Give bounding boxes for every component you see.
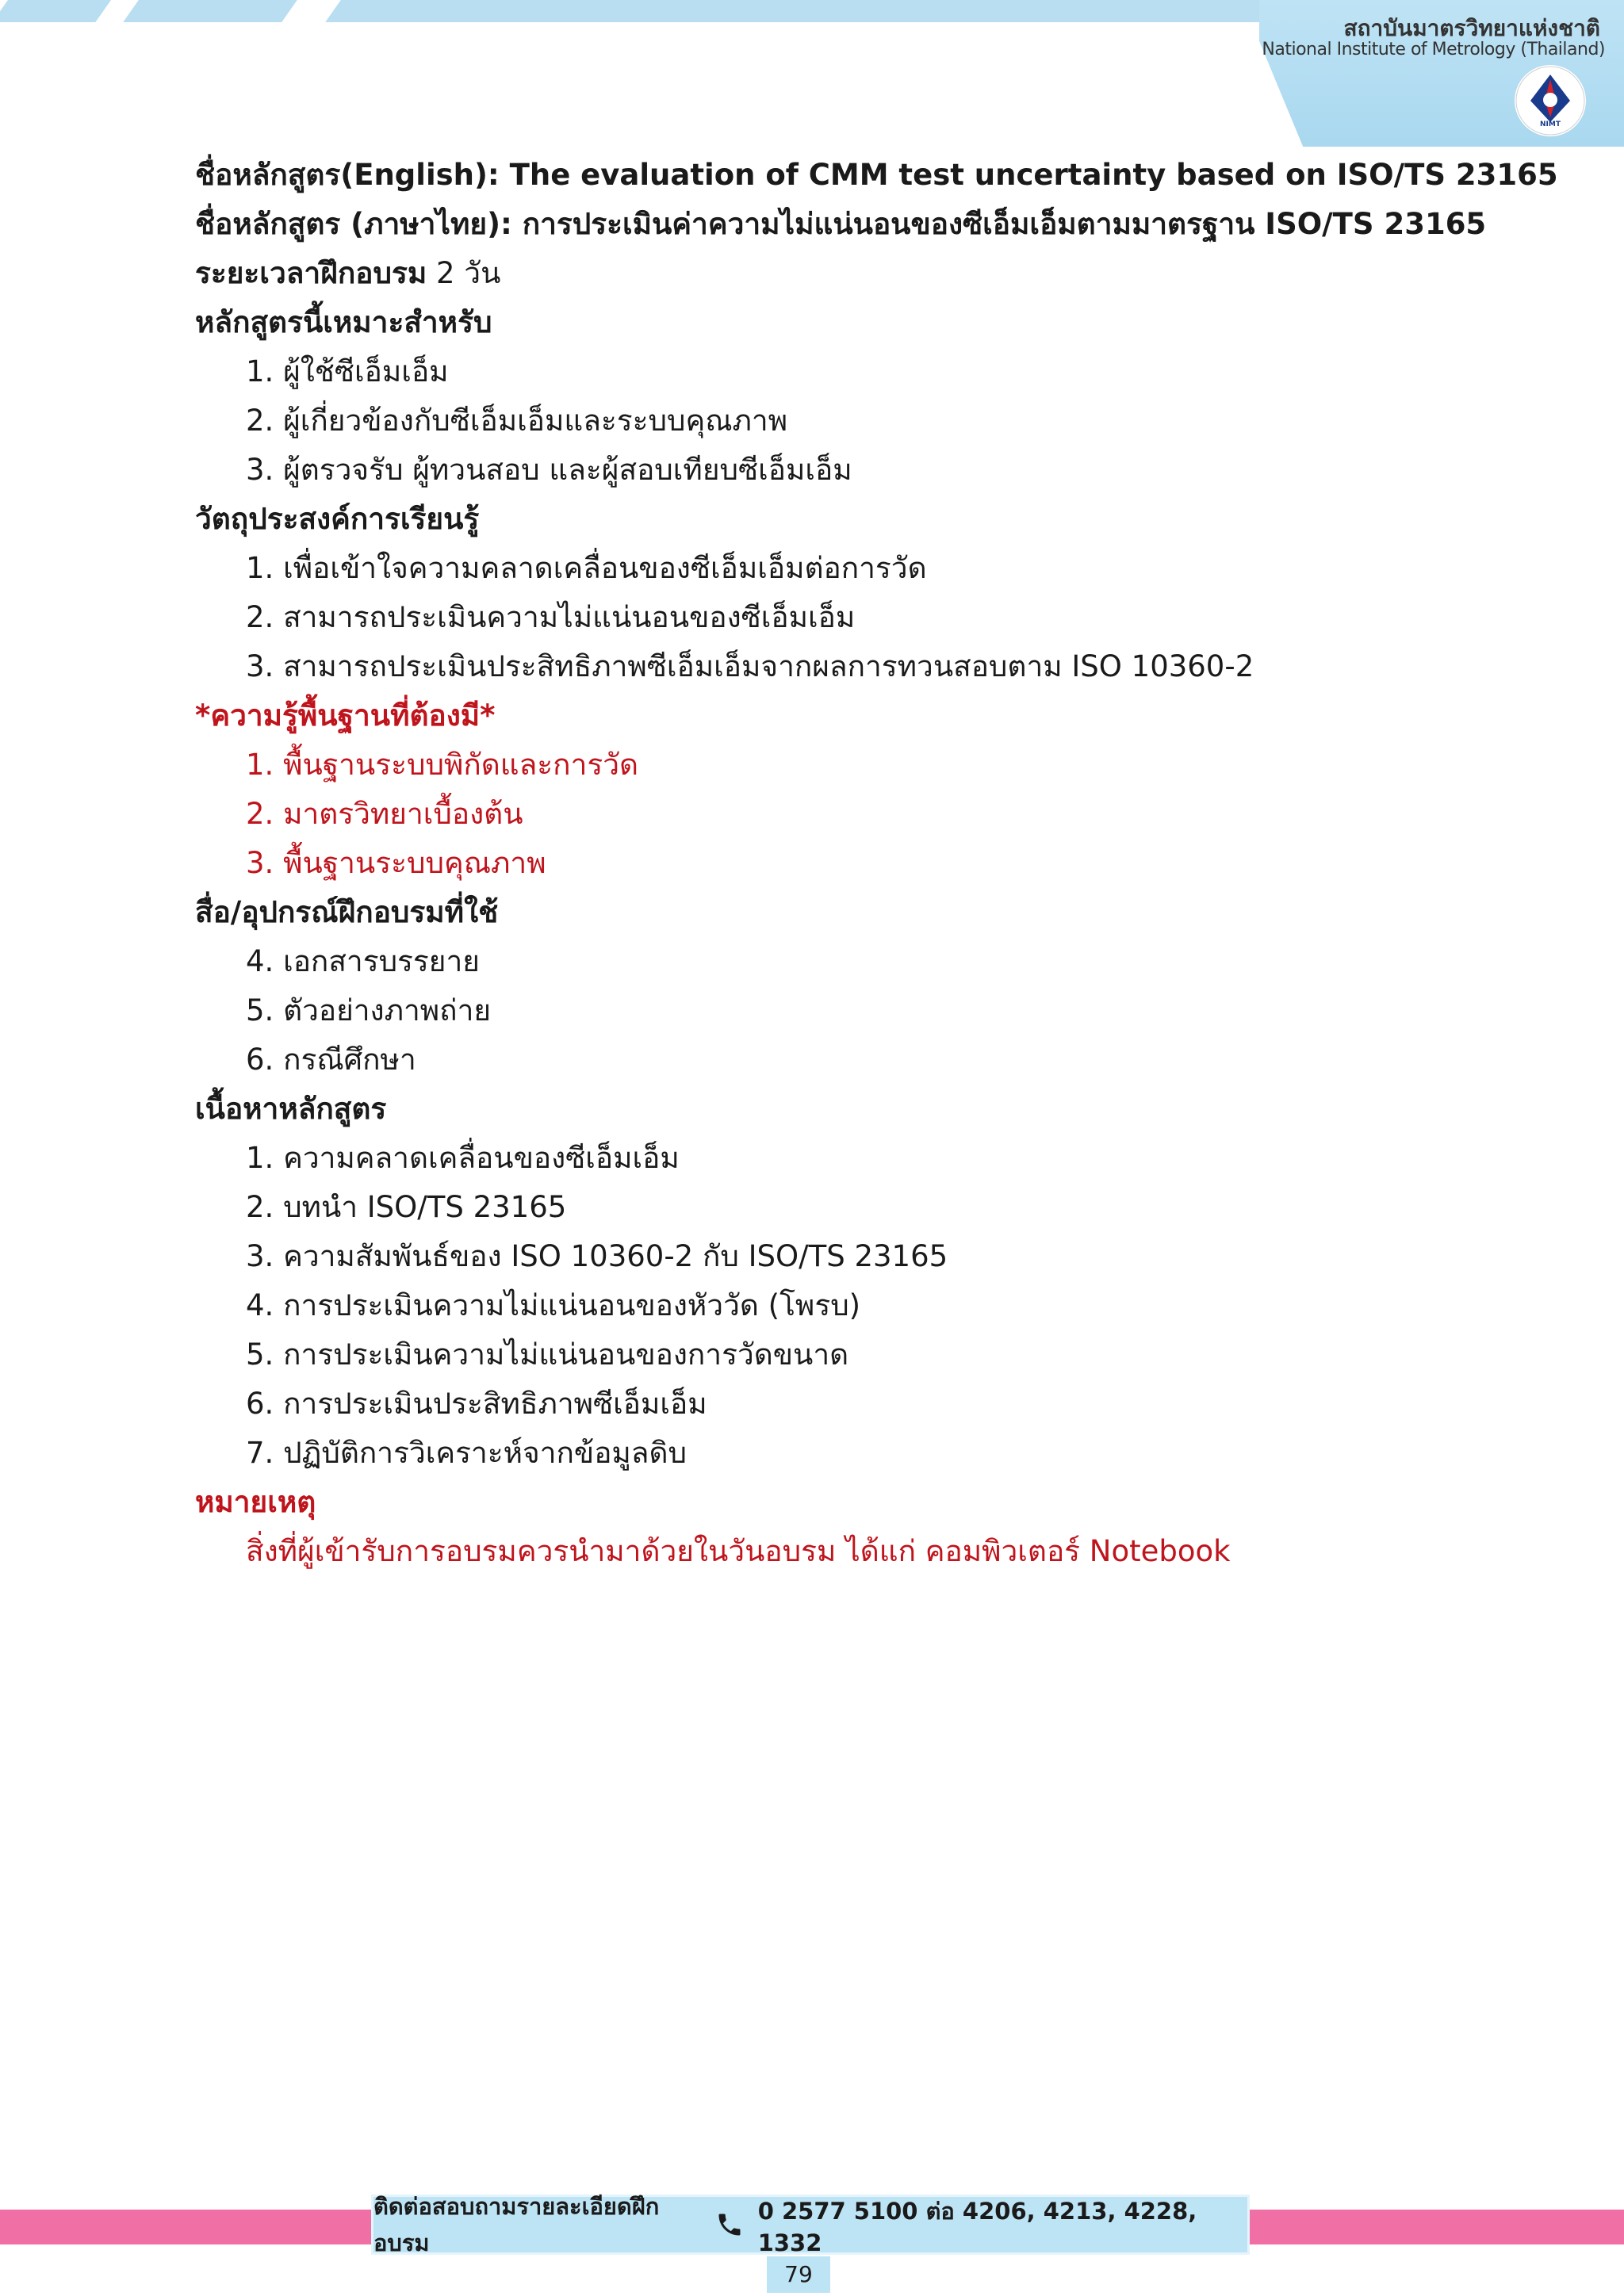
- audience-heading: หลักสูตรนี้เหมาะสำหรับ: [195, 305, 492, 339]
- course-detail: [195, 151, 1558, 1576]
- logo-text: NIMT: [1540, 121, 1561, 128]
- list-item: 3. ผู้ตรวจรับ ผู้ทวนสอบ และผู้สอบเทียบซีเอ็มเอ็ม: [246, 453, 852, 487]
- phone-icon: [715, 2210, 744, 2239]
- duration-label: ระยะเวลาฝึกอบรม: [195, 256, 427, 290]
- course-name-en: [195, 151, 1558, 200]
- list-item: 4. การประเมินความไม่แน่นอนของหัววัด (โพรบ): [246, 1288, 861, 1322]
- org-name-english: National Institute of Metrology (Thailand): [1262, 40, 1605, 59]
- prerequisites-heading: *ความรู้พื้นฐานที่ต้องมี*: [195, 698, 496, 733]
- course-name-en-label: ชื่อหลักสูตร(English):: [195, 158, 500, 192]
- list-item: 7. ปฏิบัติการวิเคราะห์จากข้อมูลดิบ: [246, 1436, 687, 1470]
- header-decor-strip: [0, 0, 111, 22]
- list-item: 3. พื้นฐานระบบคุณภาพ: [246, 846, 546, 880]
- list-item: 1. ผู้ใช้ซีเอ็มเอ็ม: [246, 354, 449, 388]
- list-item: 3. สามารถประเมินประสิทธิภาพซีเอ็มเอ็มจากผลการทวนสอบตาม ISO 10360-2: [246, 649, 1254, 683]
- org-name-thai: สถาบันมาตรวิทยาแห่งชาติ: [1343, 15, 1600, 41]
- contents-heading: เนื้อหาหลักสูตร: [195, 1092, 387, 1126]
- note-heading: หมายเหตุ: [195, 1485, 316, 1519]
- list-item: 5. การประเมินความไม่แน่นอนของการวัดขนาด: [246, 1337, 849, 1372]
- contact-phone: 0 2577 5100 ต่อ 4206, 4213, 4228, 1332: [757, 2198, 1197, 2256]
- duration-value: 2 วัน: [436, 256, 501, 290]
- materials-heading: สื่อ/อุปกรณ์ฝึกอบรมที่ใช้: [195, 895, 499, 929]
- course-duration: [195, 249, 1432, 298]
- contact-label: ติดต่อสอบถามรายละเอียดฝึกอบรม: [373, 2193, 660, 2256]
- header-decor-strip: [325, 0, 1293, 22]
- course-name-en-value: The evaluation of CMM test uncertainty based on ISO/TS 23165: [509, 158, 1558, 192]
- list-item: 2. ผู้เกี่ยวข้องกับซีเอ็มเอ็มและระบบคุณภาพ: [246, 404, 788, 438]
- objectives-heading: วัตถุประสงค์การเรียนรู้: [195, 502, 480, 536]
- note-text: สิ่งที่ผู้เข้ารับการอบรมควรนำมาด้วยในวันอบรม ได้แก่ คอมพิวเตอร์ Notebook: [246, 1534, 1231, 1568]
- course-name-th-value: การประเมินค่าความไม่แน่นอนของซีเอ็มเอ็มตามมาตรฐาน ISO/TS 23165: [522, 207, 1487, 241]
- list-item: 2. บทนำ ISO/TS 23165: [246, 1190, 567, 1224]
- course-name-th: [195, 200, 1487, 249]
- list-item: 2. สามารถประเมินความไม่แน่นอนของซีเอ็มเอ็ม: [246, 600, 856, 634]
- course-name-th-label: ชื่อหลักสูตร (ภาษาไทย):: [195, 207, 512, 241]
- list-item: 6. การประเมินประสิทธิภาพซีเอ็มเอ็ม: [246, 1387, 707, 1421]
- list-item: 2. มาตรวิทยาเบื้องต้น: [246, 797, 523, 831]
- list-item: 1. เพื่อเข้าใจความคลาดเคลื่อนของซีเอ็มเอ็มต่อการวัด: [246, 551, 927, 585]
- list-item: 5. ตัวอย่างภาพถ่าย: [246, 993, 492, 1027]
- nimt-logo: [1515, 65, 1586, 136]
- list-item: 1. ความคลาดเคลื่อนของซีเอ็มเอ็ม: [246, 1141, 680, 1175]
- list-item: 3. ความสัมพันธ์ของ ISO 10360-2 กับ ISO/TS 23165: [246, 1239, 948, 1273]
- contact-box: [371, 2195, 1250, 2255]
- page-number: 79: [767, 2256, 830, 2293]
- list-item: 1. พื้นฐานระบบพิกัดและการวัด: [246, 748, 639, 782]
- header-decor-strip: [123, 0, 297, 22]
- list-item: 4. เอกสารบรรยาย: [246, 944, 480, 978]
- list-item: 6. กรณีศึกษา: [246, 1043, 416, 1077]
